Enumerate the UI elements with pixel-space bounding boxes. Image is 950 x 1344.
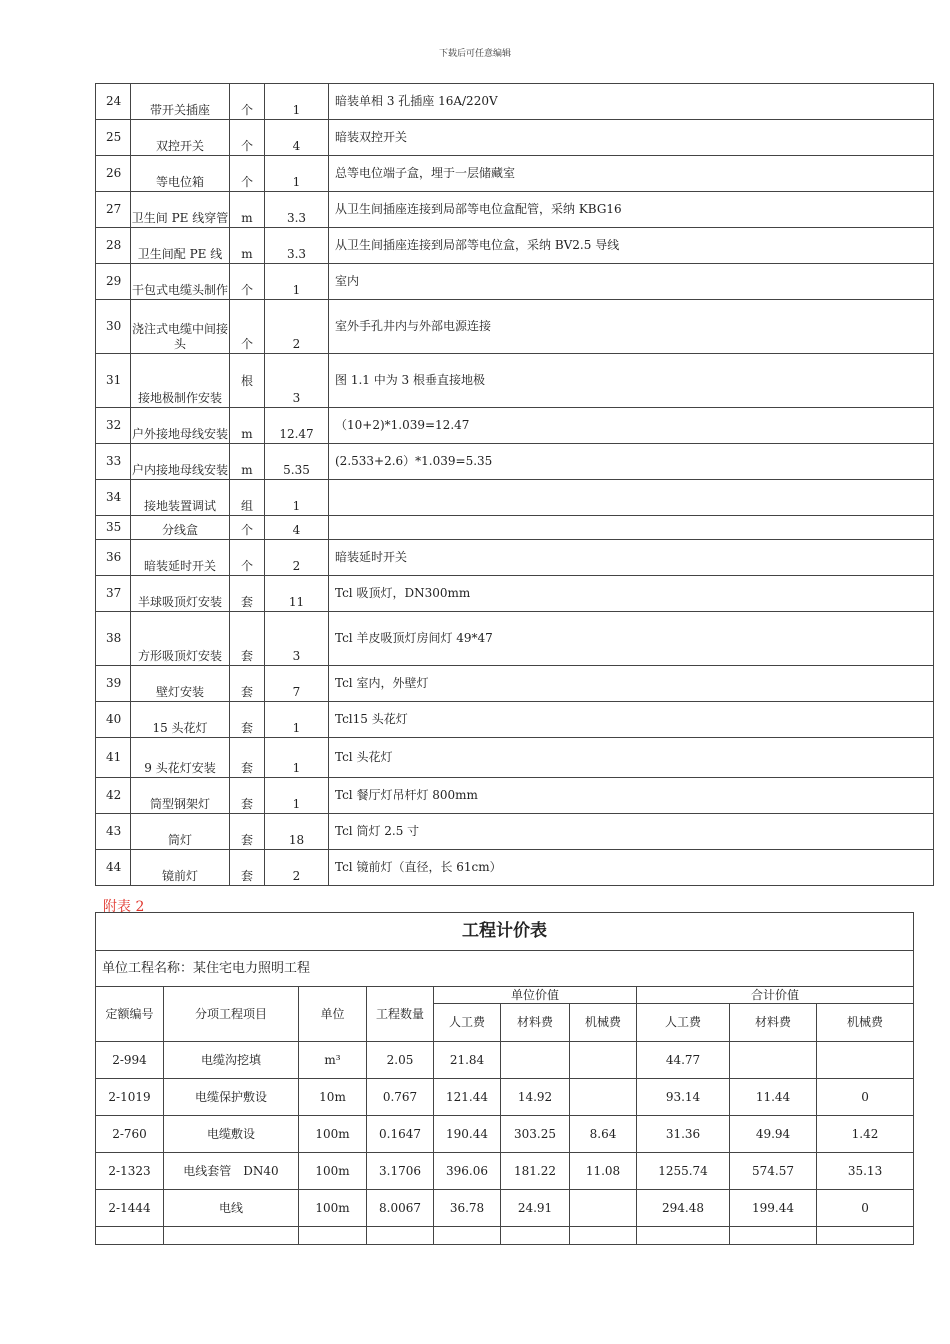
item-unit: 套 [230,702,265,738]
pricing-cell-t-machine [817,1042,914,1079]
pricing-cell-qty: 3.1706 [367,1153,434,1190]
item-no: 31 [96,354,131,408]
item-desc: (2.533+2.6）*1.039=5.35 [329,444,934,480]
item-desc: Tcl 头花灯 [329,738,934,778]
item-unit: 个 [230,264,265,300]
pricing-cell-code: 2-1019 [96,1079,164,1116]
item-row [96,516,934,540]
item-row [96,702,934,738]
item-qty: 2 [265,850,329,886]
item-desc: Tcl 吸顶灯，DN300mm [329,576,934,612]
item-row [96,354,934,408]
pricing-cell-u-material [501,1227,570,1245]
header-unit-machine: 机械费 [570,1004,637,1042]
pricing-cell-qty [367,1227,434,1245]
header-total-price: 合计价值 [637,987,914,1004]
pricing-cell-code: 2-994 [96,1042,164,1079]
pricing-cell-u-machine: 11.08 [570,1153,637,1190]
pricing-cell-item: 电缆保护敷设 [164,1079,299,1116]
item-unit: m [230,228,265,264]
item-desc: 总等电位端子盒，埋于一层储藏室 [329,156,934,192]
pricing-cell-qty: 0.1647 [367,1116,434,1153]
item-qty: 3.3 [265,192,329,228]
pricing-cell-qty: 8.0067 [367,1190,434,1227]
item-desc: Tcl 餐厅灯吊杆灯 800mm [329,778,934,814]
item-name: 壁灯安装 [131,666,230,702]
item-no: 27 [96,192,131,228]
item-unit: 个 [230,156,265,192]
item-no: 36 [96,540,131,576]
item-row [96,480,934,516]
item-no: 35 [96,516,131,540]
item-no: 44 [96,850,131,886]
item-row [96,576,934,612]
pricing-row [96,1190,914,1227]
item-name: 卫生间 PE 线穿管 [131,192,230,228]
pricing-cell-u-machine [570,1079,637,1116]
pricing-cell-t-material: 11.44 [730,1079,817,1116]
items-table [95,83,934,886]
item-no: 28 [96,228,131,264]
header-unit-material: 材料费 [501,1004,570,1042]
header-total-machine: 机械费 [817,1004,914,1042]
item-no: 40 [96,702,131,738]
pricing-cell-t-material: 199.44 [730,1190,817,1227]
pricing-cell-code [96,1227,164,1245]
pricing-cell-t-labor: 44.77 [637,1042,730,1079]
item-qty: 3 [265,612,329,666]
item-row [96,814,934,850]
item-qty: 3.3 [265,228,329,264]
pricing-cell-t-labor: 93.14 [637,1079,730,1116]
item-no: 26 [96,156,131,192]
item-qty: 1 [265,738,329,778]
item-unit: 个 [230,120,265,156]
pricing-row [96,1153,914,1190]
item-name: 9 头花灯安装 [131,738,230,778]
pricing-cell-t-machine: 0 [817,1079,914,1116]
item-qty: 4 [265,120,329,156]
pricing-cell-u-machine [570,1227,637,1245]
item-no: 37 [96,576,131,612]
appendix-label: 附表 2 [103,899,145,915]
item-name: 分线盒 [131,516,230,540]
item-row [96,612,934,666]
item-unit: 组 [230,480,265,516]
item-qty: 12.47 [265,408,329,444]
item-name: 双控开关 [131,120,230,156]
item-desc: Tcl 室内，外壁灯 [329,666,934,702]
pricing-row [96,1042,914,1079]
item-qty: 1 [265,84,329,120]
item-desc: 暗装单相 3 孔插座 16A/220V [329,84,934,120]
item-row [96,850,934,886]
header-total-material: 材料费 [730,1004,817,1042]
pricing-cell-u-material: 181.22 [501,1153,570,1190]
item-unit: 个 [230,516,265,540]
item-name: 户内接地母线安装 [131,444,230,480]
item-no: 43 [96,814,131,850]
pricing-cell-item [164,1227,299,1245]
item-row [96,300,934,354]
item-unit: 套 [230,850,265,886]
item-qty: 11 [265,576,329,612]
item-unit: 套 [230,738,265,778]
header-unit: 单位 [299,987,367,1042]
pricing-cell-item: 电线 [164,1190,299,1227]
pricing-cell-u-labor [434,1227,501,1245]
item-unit: 套 [230,612,265,666]
item-name: 带开关插座 [131,84,230,120]
item-qty: 1 [265,480,329,516]
pricing-cell-t-machine: 35.13 [817,1153,914,1190]
item-qty: 18 [265,814,329,850]
pricing-cell-u-machine: 8.64 [570,1116,637,1153]
pricing-cell-qty: 2.05 [367,1042,434,1079]
pricing-cell-item: 电线套管 DN40 [164,1153,299,1190]
header-unit-price: 单位价值 [434,987,637,1004]
item-name: 15 头花灯 [131,702,230,738]
pricing-cell-t-machine: 0 [817,1190,914,1227]
item-qty: 3 [265,354,329,408]
item-row [96,228,934,264]
pricing-cell-t-material: 574.57 [730,1153,817,1190]
item-row [96,444,934,480]
item-unit: m [230,408,265,444]
item-qty: 2 [265,540,329,576]
item-unit: 套 [230,576,265,612]
project-name: 单位工程名称：某住宅电力照明工程 [96,951,914,987]
item-no: 41 [96,738,131,778]
item-row [96,778,934,814]
pricing-cell-unit: m³ [299,1042,367,1079]
pricing-cell-t-labor [637,1227,730,1245]
pricing-cell-item: 电缆敷设 [164,1116,299,1153]
item-desc [329,516,934,540]
item-unit: 根 [230,354,265,408]
item-qty: 5.35 [265,444,329,480]
pricing-cell-t-material [730,1227,817,1245]
item-name: 卫生间配 PE 线 [131,228,230,264]
pricing-cell-t-labor: 31.36 [637,1116,730,1153]
pricing-cell-u-material: 303.25 [501,1116,570,1153]
pricing-cell-u-labor: 21.84 [434,1042,501,1079]
item-no: 32 [96,408,131,444]
item-desc: 从卫生间插座连接到局部等电位盒，采纳 BV2.5 导线 [329,228,934,264]
item-row [96,666,934,702]
header-total-labor: 人工费 [637,1004,730,1042]
item-desc: Tcl 筒灯 2.5 寸 [329,814,934,850]
item-row [96,738,934,778]
item-row [96,540,934,576]
header-qty: 工程数量 [367,987,434,1042]
item-unit: 套 [230,666,265,702]
pricing-cell-t-labor: 294.48 [637,1190,730,1227]
item-row [96,120,934,156]
item-no: 25 [96,120,131,156]
pricing-cell-t-material [730,1042,817,1079]
item-desc: 暗装延时开关 [329,540,934,576]
item-no: 33 [96,444,131,480]
item-qty: 4 [265,516,329,540]
header-note: 下载后可任意编辑 [438,49,511,59]
pricing-cell-unit: 100m [299,1116,367,1153]
pricing-cell-code: 2-1444 [96,1190,164,1227]
item-name: 浇注式电缆中间接头 [131,300,230,354]
item-desc: （10+2)*1.039=12.47 [329,408,934,444]
item-no: 30 [96,300,131,354]
pricing-cell-u-labor: 190.44 [434,1116,501,1153]
pricing-title: 工程计价表 [96,913,914,951]
pricing-cell-t-material: 49.94 [730,1116,817,1153]
pricing-cell-u-material [501,1042,570,1079]
pricing-cell-unit: 10m [299,1079,367,1116]
item-desc: Tcl 镜前灯（直径，长 61cm） [329,850,934,886]
item-unit: 个 [230,84,265,120]
item-row [96,264,934,300]
item-desc: 室内 [329,264,934,300]
pricing-row [96,1079,914,1116]
item-unit: 套 [230,814,265,850]
item-name: 方形吸顶灯安装 [131,612,230,666]
item-desc: 室外手孔井内与外部电源连接 [329,300,934,354]
item-unit: m [230,444,265,480]
item-qty: 2 [265,300,329,354]
item-desc: Tcl 羊皮吸顶灯房间灯 49*47 [329,612,934,666]
pricing-cell-u-machine [570,1190,637,1227]
pricing-cell-u-labor: 121.44 [434,1079,501,1116]
pricing-cell-code: 2-1323 [96,1153,164,1190]
item-name: 干包式电缆头制作 [131,264,230,300]
pricing-cell-u-labor: 36.78 [434,1190,501,1227]
item-desc: Tcl15 头花灯 [329,702,934,738]
item-unit: 个 [230,540,265,576]
pricing-cell-u-labor: 396.06 [434,1153,501,1190]
item-unit: 套 [230,778,265,814]
item-name: 筒灯 [131,814,230,850]
item-row [96,156,934,192]
header-item: 分项工程项目 [164,987,299,1042]
pricing-table [95,912,914,1245]
pricing-cell-t-machine: 1.42 [817,1116,914,1153]
item-unit: m [230,192,265,228]
item-name: 暗装延时开关 [131,540,230,576]
item-desc: 从卫生间插座连接到局部等电位盒配管，采纳 KBG16 [329,192,934,228]
pricing-cell-unit [299,1227,367,1245]
item-desc [329,480,934,516]
pricing-cell-unit: 100m [299,1153,367,1190]
pricing-row [96,1227,914,1245]
item-name: 户外接地母线安装 [131,408,230,444]
item-qty: 1 [265,702,329,738]
item-name: 等电位箱 [131,156,230,192]
item-qty: 1 [265,264,329,300]
item-qty: 1 [265,156,329,192]
pricing-cell-u-material: 14.92 [501,1079,570,1116]
item-qty: 1 [265,778,329,814]
pricing-cell-t-labor: 1255.74 [637,1153,730,1190]
item-no: 42 [96,778,131,814]
item-no: 39 [96,666,131,702]
item-no: 34 [96,480,131,516]
item-name: 接地装置调试 [131,480,230,516]
item-name: 接地极制作安装 [131,354,230,408]
item-no: 38 [96,612,131,666]
pricing-cell-qty: 0.767 [367,1079,434,1116]
item-name: 半球吸顶灯安装 [131,576,230,612]
item-qty: 7 [265,666,329,702]
item-desc: 暗装双控开关 [329,120,934,156]
item-row [96,192,934,228]
pricing-cell-item: 电缆沟挖填 [164,1042,299,1079]
header-code: 定额编号 [96,987,164,1042]
item-name: 镜前灯 [131,850,230,886]
item-no: 29 [96,264,131,300]
pricing-cell-unit: 100m [299,1190,367,1227]
pricing-cell-u-material: 24.91 [501,1190,570,1227]
item-row [96,84,934,120]
pricing-cell-u-machine [570,1042,637,1079]
item-desc: 图 1.1 中为 3 根垂直接地极 [329,354,934,408]
item-unit: 个 [230,300,265,354]
item-name: 筒型钢架灯 [131,778,230,814]
item-row [96,408,934,444]
pricing-row [96,1116,914,1153]
header-unit-labor: 人工费 [434,1004,501,1042]
pricing-cell-t-machine [817,1227,914,1245]
pricing-cell-code: 2-760 [96,1116,164,1153]
item-no: 24 [96,84,131,120]
